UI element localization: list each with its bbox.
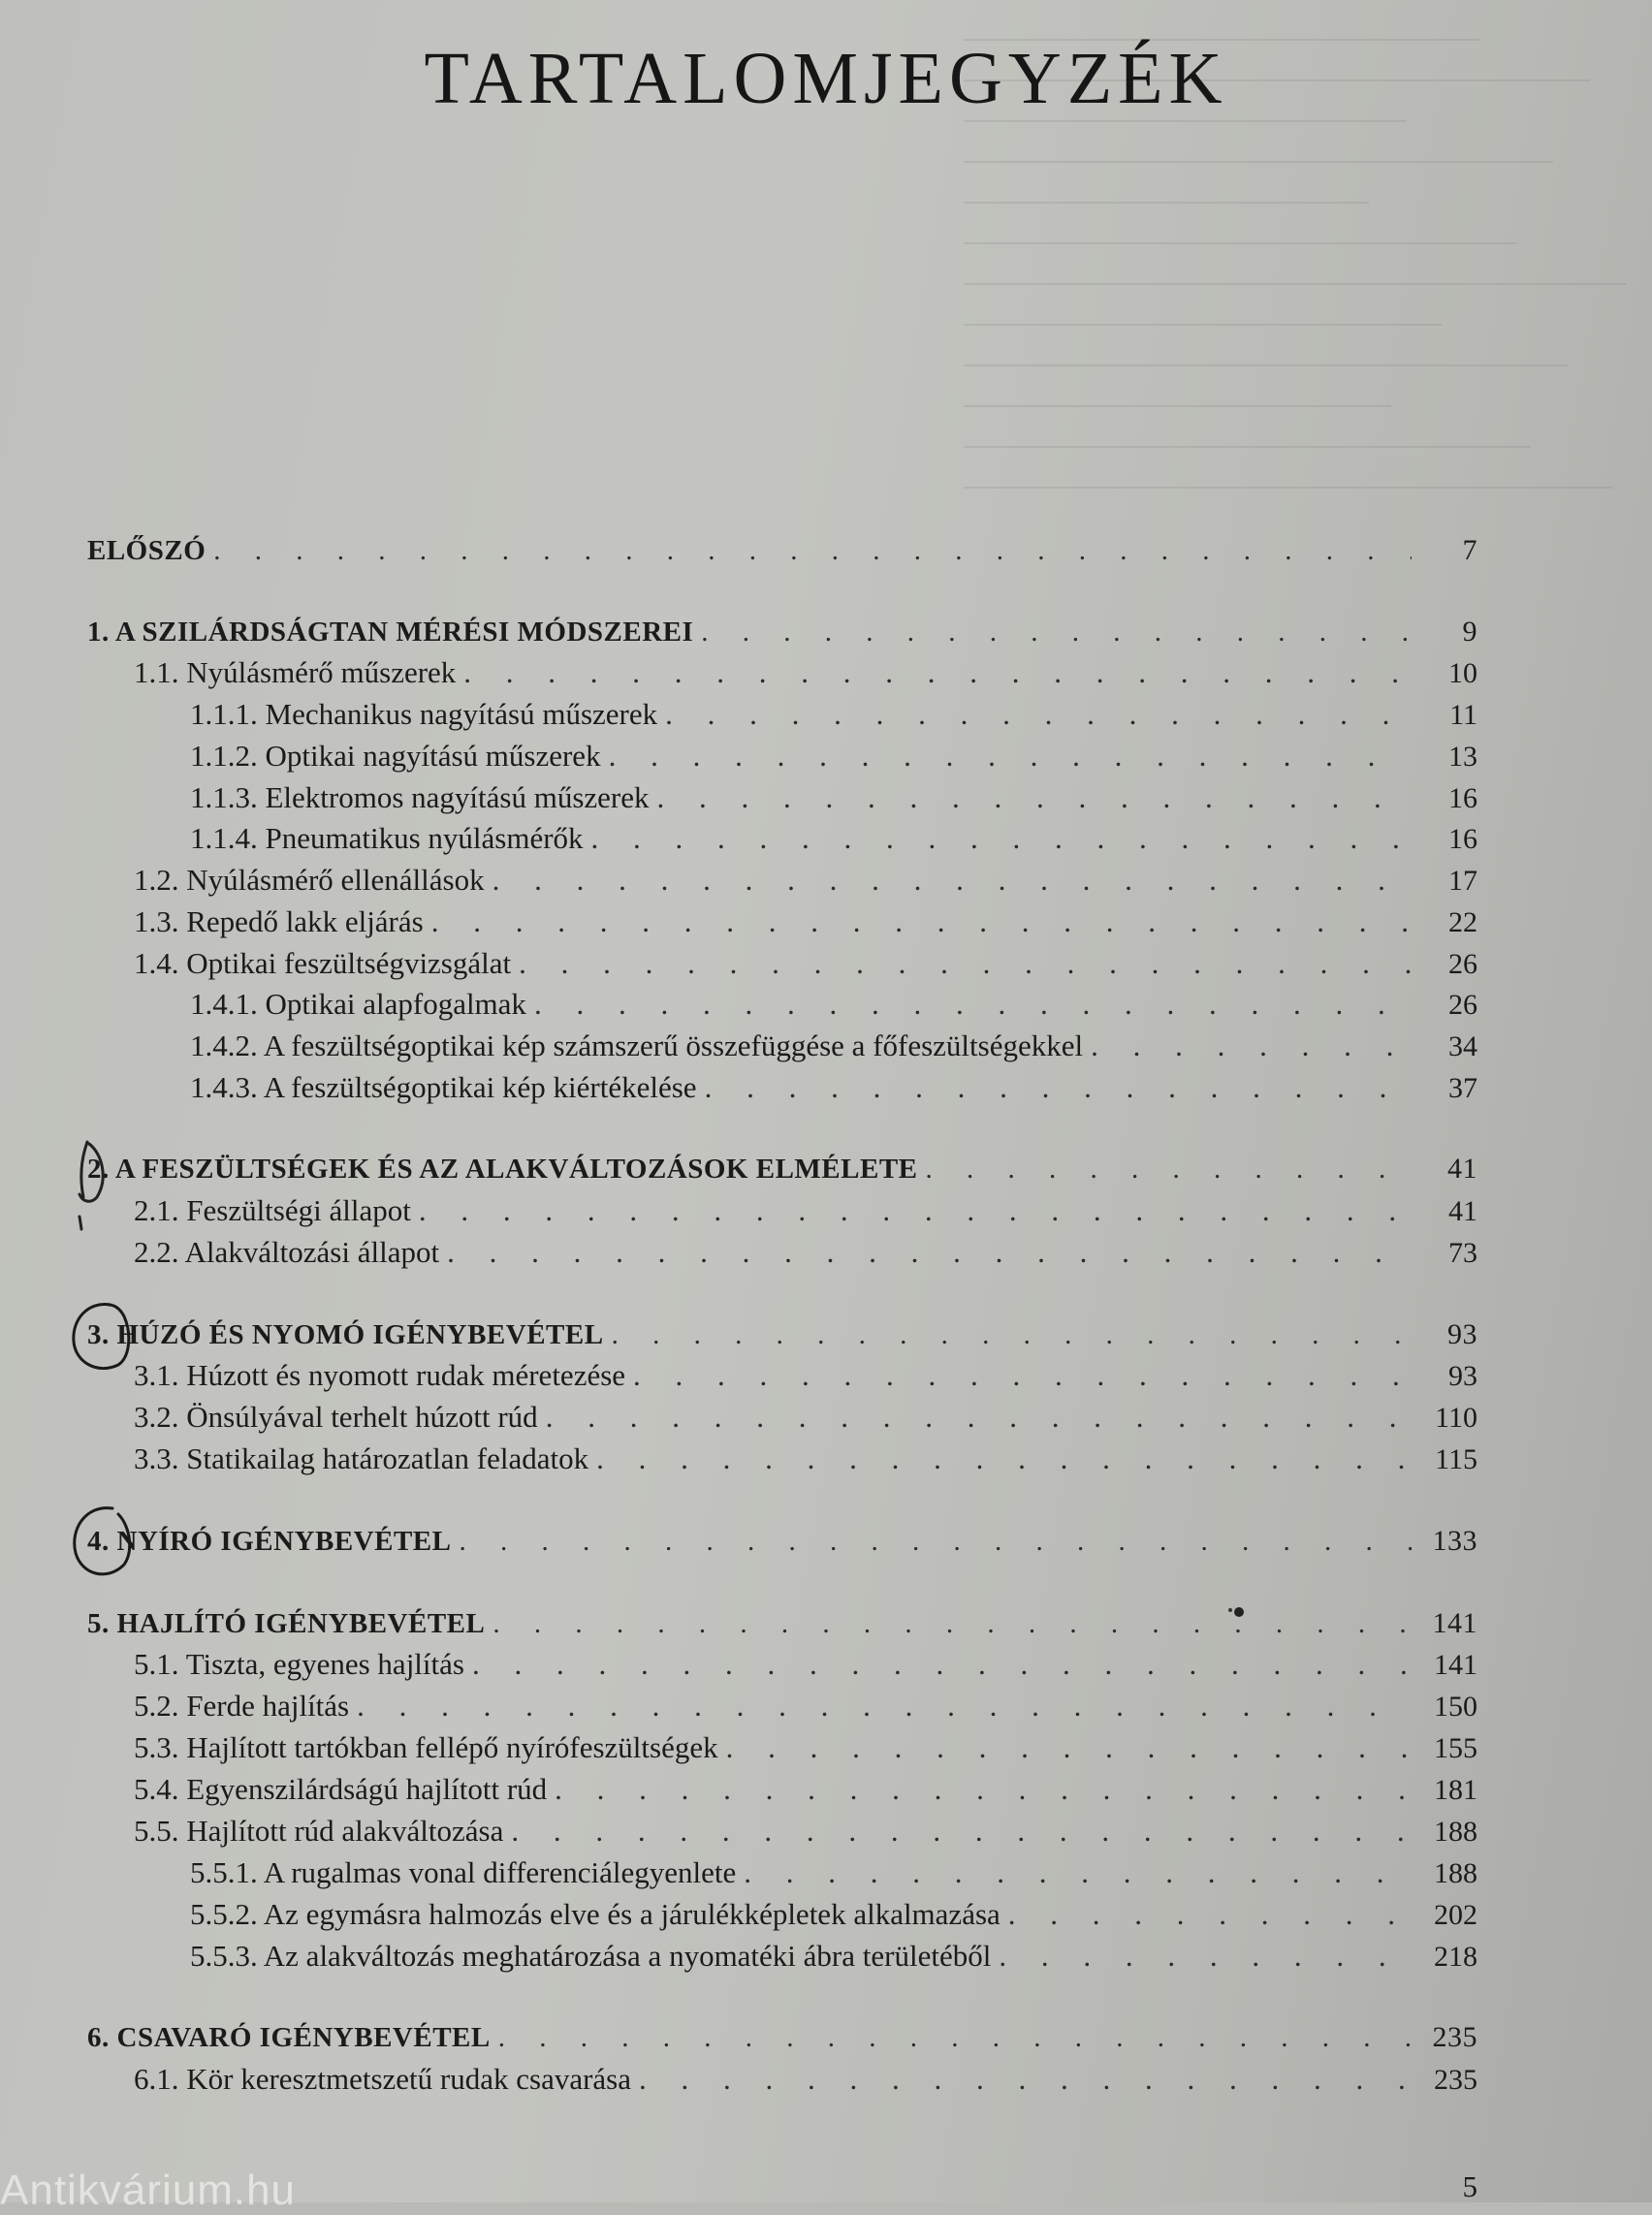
toc-entry-label: 3. HÚZÓ ÉS NYOMÓ IGÉNYBEVÉTEL (87, 1319, 604, 1350)
dot-leader (665, 695, 1412, 734)
toc-section-row (134, 1440, 1477, 1478)
dot-leader (999, 1937, 1412, 1976)
toc-entry-page: 218 (1434, 1941, 1477, 1973)
toc-section-row (190, 695, 1477, 734)
toc-section-row (134, 944, 1477, 983)
toc-entry-page: 188 (1434, 1816, 1477, 1848)
toc-entry-page: 235 (1434, 2064, 1477, 2096)
toc-entry-page: 188 (1434, 1857, 1477, 1889)
toc-entry-page: 7 (1462, 534, 1477, 566)
toc-entry-page: 37 (1448, 1072, 1477, 1104)
toc-section-row (134, 902, 1477, 941)
toc-section-row (134, 1728, 1477, 1767)
toc-section-row (134, 1398, 1477, 1437)
dot-leader (555, 1770, 1412, 1809)
page-number: 5 (1462, 2169, 1477, 2203)
toc-entry-label: 1.1.3. Elektromos nagyítású műszerek (190, 780, 650, 814)
toc-entry-label: 6.1. Kör keresztmetszetű rudak csavarása (134, 2062, 631, 2096)
dot-leader (534, 985, 1412, 1024)
toc-entry-page: 16 (1448, 782, 1477, 814)
toc-chapter-row (87, 531, 1477, 570)
dot-leader (431, 902, 1412, 941)
toc-entry-page: 93 (1448, 1360, 1477, 1392)
toc-section-row (134, 2060, 1477, 2099)
toc-entry-page: 10 (1448, 657, 1477, 689)
toc-chapter-row (87, 2018, 1477, 2057)
dot-leader (657, 778, 1412, 817)
toc-entry-label: 1.1.4. Pneumatikus nyúlásmérők (190, 821, 584, 855)
toc-entry-page: 150 (1434, 1691, 1477, 1723)
dot-leader (701, 613, 1412, 651)
toc-entry-page: 26 (1448, 948, 1477, 980)
toc-section-row (190, 1027, 1477, 1065)
toc-entry-page: 17 (1448, 865, 1477, 897)
toc-entry-page: 13 (1448, 741, 1477, 773)
toc-section-row (190, 985, 1477, 1024)
toc-entry-label: 5. HAJLÍTÓ IGÉNYBEVÉTEL (87, 1608, 486, 1639)
dot-leader (1091, 1027, 1412, 1065)
toc-entry-page: 155 (1434, 1732, 1477, 1764)
toc-entry-label: 5.5.1. A rugalmas vonal differenciálegyenlete (190, 1855, 737, 1889)
toc-entry-label: 5.5. Hajlított rúd alakváltozása (134, 1814, 504, 1848)
toc-entry-page: 141 (1432, 1607, 1477, 1639)
toc-entry-page: 110 (1435, 1402, 1477, 1434)
toc-section-row (190, 737, 1477, 775)
dot-leader (609, 737, 1412, 775)
toc-entry-label: ELŐSZÓ (87, 535, 206, 566)
toc-entry-label: 5.1. Tiszta, egyenes hajlítás (134, 1647, 464, 1681)
toc-entry-page: 9 (1462, 616, 1477, 648)
dot-leader (463, 653, 1412, 692)
toc-entry-label: 3.3. Statikailag határozatlan feladatok (134, 1441, 589, 1475)
dot-leader (596, 1440, 1412, 1478)
toc-entry-label: 2.2. Alakváltozási állapot (134, 1235, 440, 1269)
page-title: TARTALOMJEGYZÉK (424, 38, 1228, 119)
toc-chapter-row (87, 613, 1477, 651)
toc-entry-page: 115 (1435, 1443, 1477, 1475)
toc-section-row (190, 1068, 1477, 1107)
toc-entry-label: 1.4. Optikai feszültségvizsgálat (134, 946, 512, 980)
toc-section-row (134, 1233, 1477, 1272)
dot-leader (612, 1315, 1412, 1354)
toc-section-row (134, 861, 1477, 900)
toc-entry-label: 5.3. Hajlított tartókban fellépő nyírófeszültségek (134, 1730, 718, 1764)
dot-leader (492, 1604, 1412, 1643)
toc-entry-label: 1.3. Repedő lakk eljárás (134, 904, 424, 938)
toc-section-row (134, 1645, 1477, 1684)
toc-entry-label: 3.1. Húzott és nyomott rudak méretezése (134, 1358, 626, 1392)
toc-section-row (134, 1356, 1477, 1395)
toc-entry-page: 11 (1449, 699, 1477, 731)
dot-leader (705, 1068, 1412, 1107)
toc-entry-page: 34 (1448, 1030, 1477, 1062)
toc-entry-label: 3.2. Önsúlyával terhelt húzott rúd (134, 1400, 538, 1434)
dot-leader (926, 1150, 1413, 1188)
toc-entry-page: 181 (1434, 1774, 1477, 1806)
toc-section-row (190, 1937, 1477, 1976)
toc-entry-label: 5.2. Ferde hajlítás (134, 1689, 350, 1723)
toc-entry-label: 1.4.2. A feszültségoptikai kép számszerű összefüggése a főfeszültségekkel (190, 1028, 1084, 1062)
toc-entry-label: 2.1. Feszültségi állapot (134, 1193, 411, 1227)
toc-section-row (190, 819, 1477, 858)
toc-section-row (134, 1770, 1477, 1809)
toc-entry-label: 1.1.1. Mechanikus nagyítású műszerek (190, 697, 658, 731)
dot-leader (591, 819, 1412, 858)
toc-chapter-row (87, 1315, 1477, 1354)
toc-entry-page: 41 (1448, 1195, 1477, 1227)
toc-entry-label: 5.5.3. Az alakváltozás meghatározása a nyomatéki ábra területéből (190, 1939, 992, 1973)
toc-entry-page: 141 (1434, 1649, 1477, 1681)
toc-entry-page: 22 (1448, 906, 1477, 938)
toc-entry-page: 73 (1448, 1237, 1477, 1269)
toc-section-row (190, 1853, 1477, 1892)
toc-section-row (134, 1812, 1477, 1851)
dot-leader (498, 2018, 1412, 2057)
dot-leader (744, 1853, 1412, 1892)
toc-entry-page: 235 (1432, 2021, 1477, 2053)
toc-entry-label: 6. CSAVARÓ IGÉNYBEVÉTEL (87, 2022, 491, 2053)
toc-entry-label: 4. NYÍRÓ IGÉNYBEVÉTEL (87, 1526, 452, 1557)
toc-entry-page: 133 (1432, 1525, 1477, 1557)
dot-leader (460, 1522, 1413, 1561)
toc-section-row (190, 1895, 1477, 1934)
toc-entry-page: 26 (1448, 989, 1477, 1021)
toc-entry-label: 1. A SZILÁRDSÁGTAN MÉRÉSI MÓDSZEREI (87, 617, 694, 648)
dot-leader (472, 1645, 1412, 1684)
dot-leader (519, 944, 1412, 983)
dot-leader (726, 1728, 1412, 1767)
dot-leader (633, 1356, 1412, 1395)
toc-section-row (134, 1687, 1477, 1725)
toc-chapter-row (87, 1604, 1477, 1643)
toc-entry-label: 1.4.1. Optikai alapfogalmak (190, 987, 526, 1021)
toc-section-row (190, 778, 1477, 817)
toc-entry-label: 5.4. Egyenszilárdságú hajlított rúd (134, 1772, 548, 1806)
toc-entry-label: 1.1. Nyúlásmérő műszerek (134, 655, 457, 689)
toc-entry-label: 1.2. Nyúlásmérő ellenállások (134, 863, 485, 897)
dot-leader (511, 1812, 1412, 1851)
dot-leader (447, 1233, 1412, 1272)
dot-leader (1008, 1895, 1412, 1934)
toc-entry-page: 202 (1434, 1899, 1477, 1931)
toc-entry-label: 2. A FESZÜLTSÉGEK ÉS AZ ALAKVÁLTOZÁSOK ELMÉLETE (87, 1154, 918, 1185)
dot-leader (639, 2060, 1412, 2099)
dot-leader (213, 531, 1412, 570)
dot-leader (419, 1191, 1412, 1230)
toc-section-row (134, 1191, 1477, 1230)
toc-chapter-row (87, 1150, 1477, 1188)
watermark: Antikvárium.hu (0, 2167, 297, 2214)
toc-entry-label: 1.1.2. Optikai nagyítású műszerek (190, 739, 601, 773)
toc-chapter-row (87, 1522, 1477, 1561)
toc-entry-label: 5.5.2. Az egymásra halmozás elve és a járulékképletek alkalmazása (190, 1897, 1001, 1931)
dot-leader (357, 1687, 1412, 1725)
toc-section-row (134, 653, 1477, 692)
dot-leader (546, 1398, 1412, 1437)
toc-entry-page: 93 (1447, 1318, 1477, 1350)
dot-leader (492, 861, 1412, 900)
toc-entry-label: 1.4.3. A feszültségoptikai kép kiértékelése (190, 1070, 697, 1104)
toc-entry-page: 41 (1447, 1153, 1477, 1185)
toc-entry-page: 16 (1448, 823, 1477, 855)
